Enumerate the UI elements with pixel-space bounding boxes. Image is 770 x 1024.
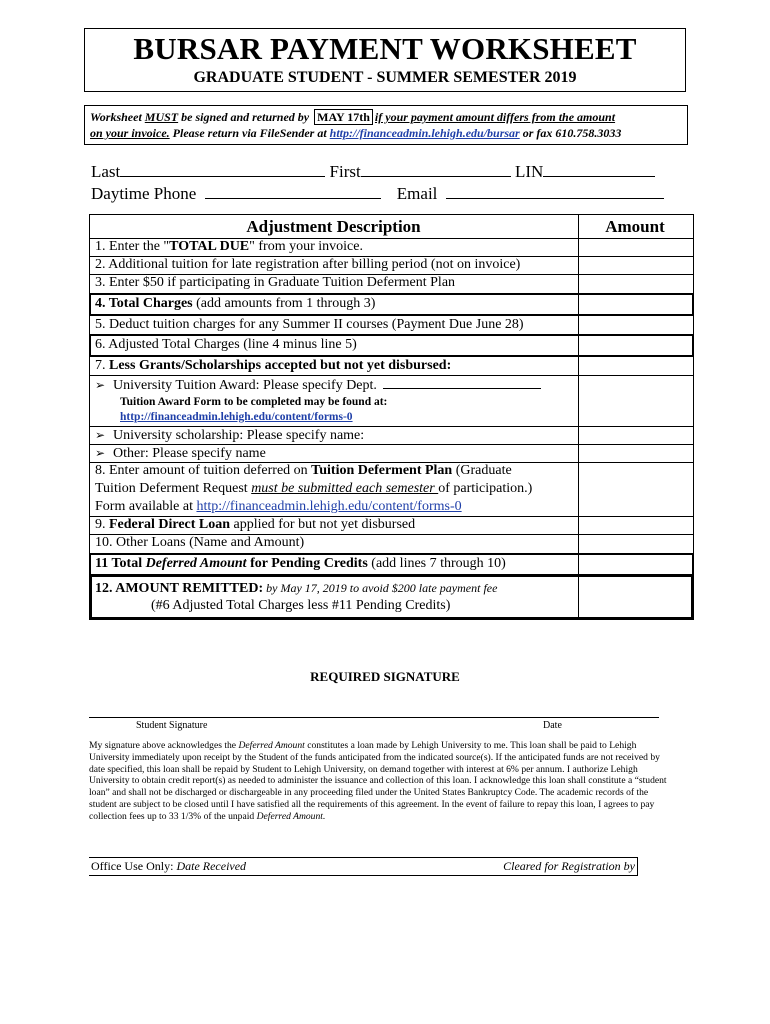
office-use-label xyxy=(91,859,246,874)
amount-header: Amount xyxy=(605,217,665,236)
row-desc xyxy=(95,357,451,375)
email-field[interactable] xyxy=(446,184,664,199)
row-text: (add lines 7 through 10) xyxy=(367,556,506,571)
row-1-amount[interactable] xyxy=(578,238,692,256)
notice-fax: or fax 610.758.3033 xyxy=(519,126,622,140)
row-text: Form available at xyxy=(95,499,197,514)
notice-text: be signed and returned by xyxy=(178,110,313,124)
agreement-term: Deferred Amount xyxy=(238,740,305,751)
row-desc: 2. Additional tuition for late registration after billing period (not on invoice) xyxy=(95,257,521,272)
row-text: University scholarship: Please specify name: xyxy=(113,428,365,443)
row-text: 7. xyxy=(95,358,109,373)
row-desc xyxy=(95,579,497,598)
table-header xyxy=(89,216,694,238)
row-desc: (#6 Adjusted Total Charges less #11 Pending Credits) xyxy=(151,598,451,613)
phone-label: Daytime Phone xyxy=(91,184,197,203)
row-desc: 6. Adjusted Total Charges (line 4 minus line 5) xyxy=(95,337,357,352)
dept-field[interactable] xyxy=(383,376,541,389)
notice-box xyxy=(84,105,688,145)
phone-field[interactable] xyxy=(205,184,381,199)
row-text-bold: 4. Total Charges xyxy=(95,296,193,311)
row-desc xyxy=(95,444,266,463)
row-text: Other: Please specify name xyxy=(113,446,266,461)
row-text-bold: 12. AMOUNT REMITTED: xyxy=(95,581,264,596)
notice-line-2 xyxy=(90,126,621,141)
row-text-bold: TOTAL DUE xyxy=(169,239,250,254)
notice-condition: if your payment amount differs from the amount xyxy=(374,110,616,124)
notice-text: Please return via FileSender at xyxy=(169,126,330,140)
row-text: " from your invoice. xyxy=(249,239,363,254)
date-label: Date xyxy=(543,720,562,731)
row-desc xyxy=(95,238,363,256)
row-12-amount[interactable] xyxy=(578,577,692,611)
row-desc xyxy=(95,498,462,516)
page-title: BURSAR PAYMENT WORKSHEET xyxy=(133,31,637,66)
row-text: Tuition Deferment Request xyxy=(95,481,252,496)
row-text-bold: for Pending Credits xyxy=(246,556,368,571)
row-desc xyxy=(95,516,415,534)
filesender-link[interactable]: http://financeadmin.lehigh.edu/bursar xyxy=(329,126,520,140)
first-name-label: First xyxy=(329,162,361,181)
arrow-bullet-icon: ➢ xyxy=(95,378,106,392)
name-row xyxy=(91,162,655,182)
row-desc xyxy=(95,462,512,480)
row-text: of participation.) xyxy=(438,481,533,496)
adjustment-table xyxy=(89,214,694,619)
deferment-forms-link[interactable]: http://financeadmin.lehigh.edu/content/forms-0 xyxy=(196,499,462,514)
row-text-bold: Less Grants/Scholarships accepted but not yet disbursed: xyxy=(109,358,452,373)
lin-field[interactable] xyxy=(543,162,655,177)
agreement-text: My signature above acknowledges the xyxy=(89,740,239,751)
row-text: applied for but not yet disbursed xyxy=(230,517,416,532)
row-text: University Tuition Award: Please specify Dept. xyxy=(113,378,377,393)
row-desc xyxy=(95,295,375,313)
page-subtitle: GRADUATE STUDENT - SUMMER SEMESTER 2019 xyxy=(193,69,577,86)
row-text-bold: Federal Direct Loan xyxy=(109,517,231,532)
agreement-text: constitutes a loan made by Lehigh University to me. This loan shall be paid to Lehigh University immediately upon receipt by the Student of the funds anticipated from the indicated source(s). If the anticipated funds are not received by date specified, this loan shall be repaid by Student to Lehigh University, on demand together with interest at 6% per annum. I authorize Lehigh University to obtain credit report(s) as needed to administer the issuance and collection of this loan. I acknowledge this loan shall constitute a “student loan” and shall not be discharged or dischargeable in any proceeding filed under the United States Bankruptcy Code. The academic records of the student are subject to be closed until I have satisfied all the requirements of this agreement. In the event of failure to repay this loan, I agrees to pay collection fees up to 33 1/3% of the unpaid xyxy=(89,740,667,822)
row-5-amount[interactable] xyxy=(578,316,692,334)
row-desc xyxy=(95,480,532,498)
row-text: (add amounts from 1 through 3) xyxy=(192,296,376,311)
office-use-box xyxy=(89,857,638,876)
contact-row xyxy=(91,184,664,204)
row-text-bold: Tuition Deferment Plan xyxy=(311,463,453,478)
notice-must: MUST xyxy=(144,110,179,124)
desc-header: Adjustment Description xyxy=(246,217,421,236)
row-note: Tuition Award Form to be completed may be found at: xyxy=(120,396,388,408)
notice-condition: on your invoice. xyxy=(90,126,170,140)
last-name-field[interactable] xyxy=(120,162,325,177)
row-2-amount[interactable] xyxy=(578,256,692,274)
row-desc xyxy=(95,555,506,573)
notice-text: Worksheet xyxy=(90,110,145,124)
row-desc xyxy=(95,426,364,445)
header-box xyxy=(84,28,686,92)
notice-line-1 xyxy=(90,109,615,125)
row-10-amount[interactable] xyxy=(578,534,692,552)
row-text-bold: 11 Total xyxy=(95,556,146,571)
row-text: 8. Enter amount of tuition deferred on xyxy=(95,463,312,478)
required-signature-heading: REQUIRED SIGNATURE xyxy=(310,669,460,684)
date-received-label: Date Received xyxy=(176,859,247,873)
row-desc: 10. Other Loans (Name and Amount) xyxy=(95,535,305,550)
forms-link[interactable]: http://financeadmin.lehigh.edu/content/forms-0 xyxy=(120,411,353,423)
row-9-amount[interactable] xyxy=(578,516,692,534)
lin-label: LIN xyxy=(514,162,544,181)
arrow-bullet-icon: ➢ xyxy=(95,446,106,460)
first-name-field[interactable] xyxy=(361,162,511,177)
arrow-bullet-icon: ➢ xyxy=(95,428,106,442)
signature-line[interactable] xyxy=(89,717,659,718)
row-desc: 3. Enter $50 if participating in Graduate Tuition Deferment Plan xyxy=(95,275,456,290)
row-desc xyxy=(95,376,541,395)
row-text-italic: by May 17, 2019 to avoid $200 late payment fee xyxy=(263,581,498,595)
student-signature-label: Student Signature xyxy=(136,720,208,731)
row-3-amount[interactable] xyxy=(578,274,692,292)
row-text: 1. Enter the " xyxy=(95,239,170,254)
row-4-amount[interactable] xyxy=(578,295,692,313)
row-desc: 5. Deduct tuition charges for any Summer II courses (Payment Due June 28) xyxy=(95,317,524,332)
row-text-italic: must be submitted each semester xyxy=(251,481,439,496)
deadline-badge: MAY 17th xyxy=(314,109,373,125)
email-label: Email xyxy=(396,184,438,203)
row-6-amount[interactable] xyxy=(578,336,692,354)
row-text: 9. xyxy=(95,517,109,532)
row-11-amount[interactable] xyxy=(578,555,692,573)
cleared-for-registration-label: Cleared for Registration by xyxy=(503,859,635,873)
agreement-term: Deferred Amount. xyxy=(256,810,326,822)
row-text-bold-italic: Deferred Amount xyxy=(145,556,247,571)
row-text: (Graduate xyxy=(452,463,512,478)
last-name-label: Last xyxy=(91,162,121,181)
loan-agreement-text xyxy=(89,740,669,823)
office-label-text: Office Use Only: xyxy=(91,859,177,873)
